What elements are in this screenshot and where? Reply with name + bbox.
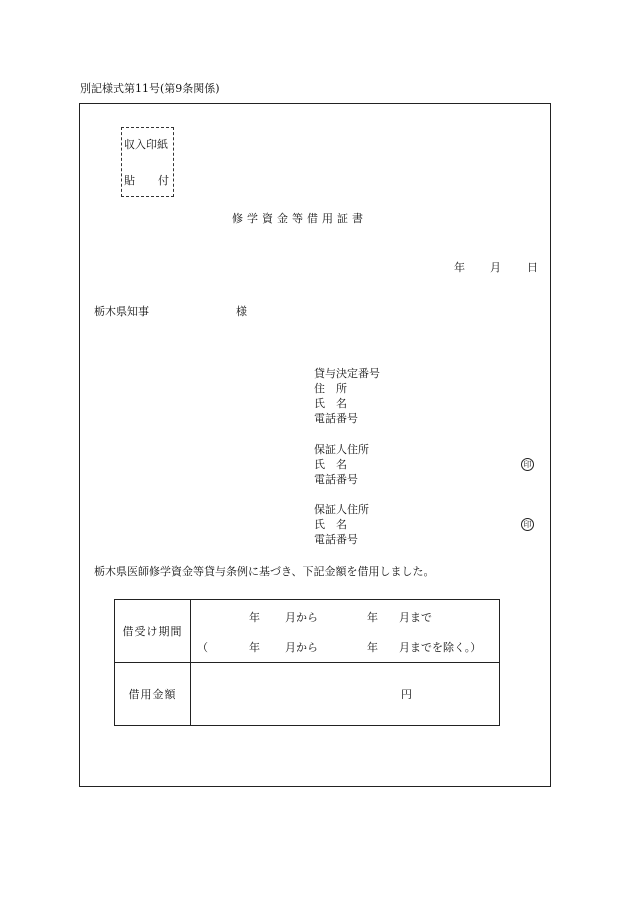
period-row2-year1: 年 [249,641,260,654]
addressee-honorific: 様 [236,305,247,318]
period-row2-year2: 年 [367,641,378,654]
table-row [115,600,500,663]
borrower-address-label: 住 所 [314,382,347,395]
loan-table [114,599,500,726]
borrower-name-label: 氏 名 [314,397,347,410]
amount-label-cell: 借用金額 [115,663,191,726]
amount-value-cell [191,663,500,726]
guarantor1-address-label: 保証人住所 [314,443,369,456]
period-row1-year2: 年 [367,611,378,624]
document-title: 修学資金等借用証書 [232,212,367,225]
loan-statement: 栃木県医師修学資金等貸与条例に基づき、下記金額を借用しました。 [94,565,435,578]
guarantor2-phone-label: 電話番号 [314,533,358,546]
guarantor1-seal-mark: 印 [521,458,534,471]
date-month-label: 月 [490,261,501,274]
table-row [115,663,500,726]
period-row2-from: 月から [285,641,318,654]
amount-unit: 円 [401,688,412,701]
date-day-label: 日 [527,261,538,274]
guarantor1-name-label: 氏 名 [314,458,347,471]
guarantor2-address-label: 保証人住所 [314,503,369,516]
stamp-attach-label: 付 [158,174,169,187]
period-value-cell [191,600,500,663]
period-row1-from: 月から [285,611,318,624]
guarantor1-phone-label: 電話番号 [314,473,358,486]
period-label-cell: 借受け期間 [115,600,191,663]
guarantor2-name-label: 氏 名 [314,518,347,531]
period-row1-year1: 年 [249,611,260,624]
period-row2-until-excluded: 月までを除く。） [399,641,482,654]
addressee-name: 栃木県知事 [94,305,149,318]
guarantor2-seal-mark: 印 [521,518,534,531]
stamp-label: 収入印紙 [124,138,168,151]
period-row1-until: 月まで [399,611,432,624]
date-year-label: 年 [454,261,465,274]
stamp-paste-label: 貼 [124,174,135,187]
borrower-phone-label: 電話番号 [314,412,358,425]
borrower-decision-number-label: 貸与決定番号 [314,367,380,380]
form-reference: 別記様式第11号(第9条関係) [80,82,220,95]
period-row2-open-paren: （ [197,641,208,654]
